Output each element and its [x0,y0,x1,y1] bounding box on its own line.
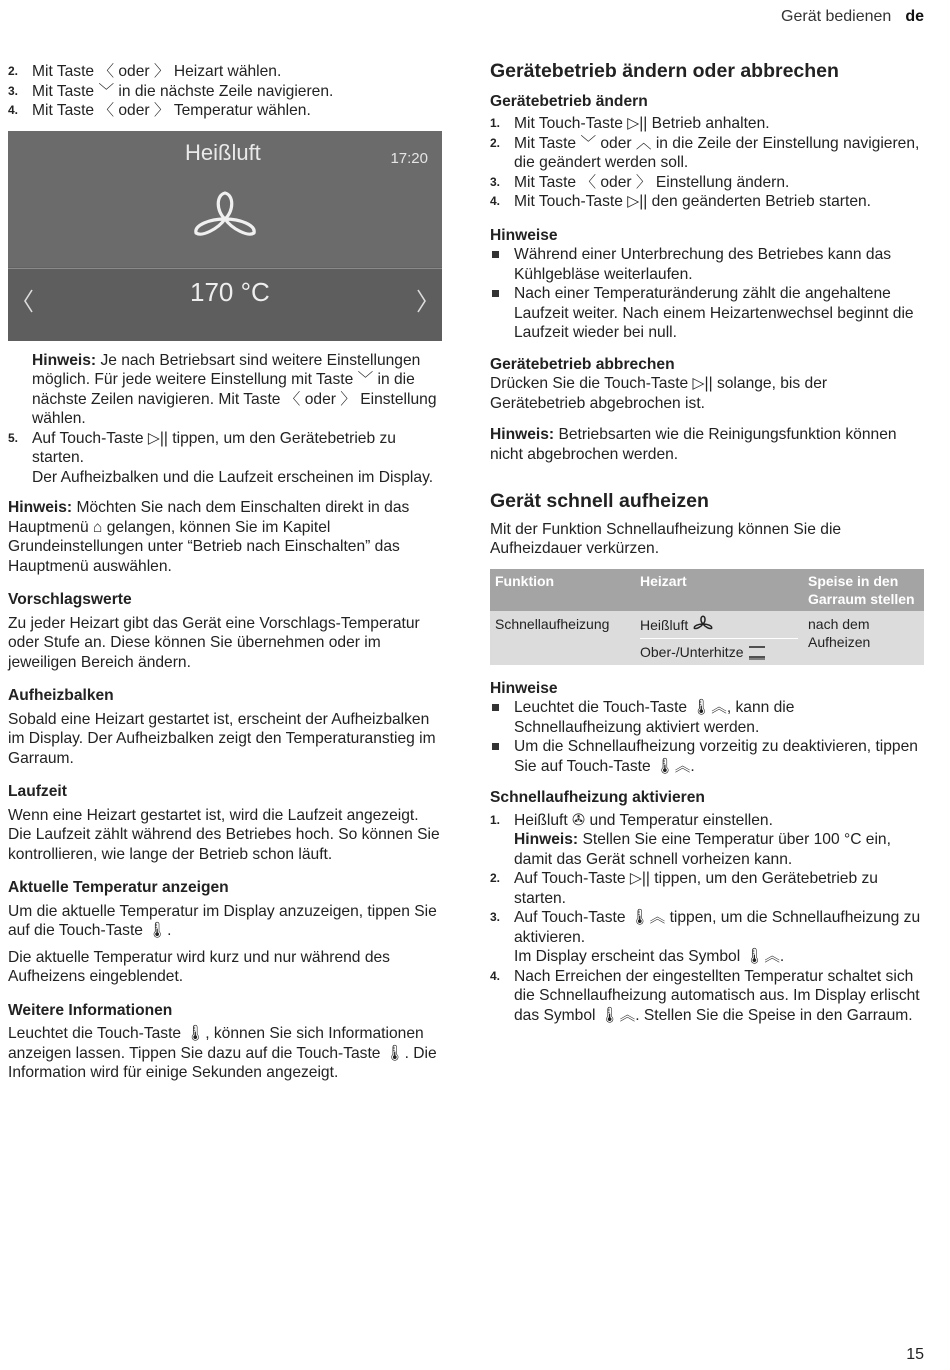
note-reinigung: Hinweis: Betriebsarten wie die Reinigungsfunktion können nicht abgebrochen werden. [490,426,897,463]
hinweis-bullet: Leuchtet die Touch-Taste 🌡︽, kann die Schnellaufheizung aktiviert werden. [490,698,926,737]
step-3: 3. Mit Taste ﹀ in die nächste Zeile navigieren. [8,82,334,100]
activate-step-1-note: Hinweis: Stellen Sie eine Temperatur über 100 °C ein, damit das Gerät schnell vorheizen kann. [514,831,891,868]
table-row [490,611,924,665]
step-2: 2. Mit Taste 〈 oder 〉 Heizart wählen. [8,63,282,80]
hinweis-bullet: Während einer Unterbrechung des Betriebes kann das Kühlgebläse weiterlaufen. [490,245,926,284]
heading-betrieb-aendern-abbrechen: Gerätebetrieb ändern oder abbrechen [490,60,839,82]
display-time: 17:20 [390,149,428,167]
step-5: 5. Auf Touch-Taste ▷|| tippen, um den Gerätebetrieb zu starten. [8,429,396,466]
chevron-right-icon [416,288,428,314]
table-cell-speise: nach dem Aufheizen [803,611,924,665]
text-vorschlagswerte: Zu jeder Heizart gibt das Gerät eine Vorschlags-Temperatur oder Stufe an. Diese können Sie übernehmen oder im jeweiligen Bereich ändern. [8,614,420,671]
right-column [490,62,926,1025]
step-4: 4. Mit Taste 〈 oder 〉 Temperatur wählen. [8,102,311,119]
table-cell-heizart: Heißluft Ober-/Unterhitze [635,611,803,665]
heading-vorschlagswerte: Vorschlagswerte [8,591,132,608]
text-betrieb-abbrechen: Drücken Sie die Touch-Taste ▷|| solange, bis der Gerätebetrieb abgebrochen ist. [490,375,828,412]
heading-schnell-aufheizen: Gerät schnell aufheizen [490,490,709,512]
step-5-result: Der Aufheizbalken und die Laufzeit erscheinen im Display. [32,468,434,486]
function-table [490,569,924,665]
display-title: Heißluft [185,139,261,165]
table-header-speise: Speise in den Garraum stellen [803,569,924,611]
text-aktuelle-temperatur-2: Die aktuelle Temperatur wird kurz und nur während des Aufheizens eingeblendet. [8,948,390,985]
change-step-3: 3. Mit Taste 〈 oder 〉 Einstellung ändern. [490,173,790,191]
table-header-funktion: Funktion [490,569,635,611]
fan-icon [692,615,714,633]
text-aufheizbalken: Sobald eine Heizart gestartet ist, erscheint der Aufheizbalken im Display. Der Aufheizbalken zeigt den Temperaturanstieg im Garraum. [8,710,436,767]
header-lang: de [905,8,924,25]
heading-betrieb-abbrechen: Gerätebetrieb abbrechen [490,355,675,373]
text-laufzeit: Wenn eine Heizart gestartet ist, wird die Laufzeit angezeigt. Die Laufzeit zählt während des Betriebes hoch. So können Sie kontrollieren, wie lange der Betrieb schon läuft. [8,806,440,863]
heading-weitere-informationen: Weitere Informationen [8,1001,173,1019]
page-number: 15 [906,1346,924,1363]
page-header [781,8,924,26]
heading-betrieb-aendern: Gerätebetrieb ändern [490,92,648,110]
table-cell-funktion: Schnellaufheizung [490,611,635,665]
text-weitere-informationen: Leuchtet die Touch-Taste 🌡, können Sie sich Informationen anzeigen lassen. Tippen Sie dazu auf die Touch-Taste 🌡. Die Information wird für einige Sekunden angezeigt. [8,1025,437,1081]
heading-aktuelle-temperatur: Aktuelle Temperatur anzeigen [8,879,229,896]
change-step-1: 1. Mit Touch-Taste ▷|| Betrieb anhalten. [490,115,770,132]
activate-step-3: 3. Auf Touch-Taste 🌡︽ tippen, um die Schnellaufheizung zu aktivieren. [490,909,921,946]
text-schnell-aufheizen: Mit der Funktion Schnellaufheizung können Sie die Aufheizdauer verkürzen. [490,520,842,557]
heading-hinweise-1: Hinweise [490,226,558,244]
activate-step-2: 2. Auf Touch-Taste ▷|| tippen, um den Gerätebetrieb zu starten. [490,870,878,907]
display-temperature: 170 °C [190,276,270,307]
change-step-4: 4. Mit Touch-Taste ▷|| den geänderten Betrieb starten. [490,193,872,210]
note-main-menu: Hinweis: Möchten Sie nach dem Einschalten direkt in das Hauptmenü ⌂ gelangen, können Sie im Kapitel Grundeinstellungen unter “Betrieb nach Einschalten” das Hauptmenü auswählen. [8,499,410,575]
table-header-heizart: Heizart [635,569,803,611]
oven-display-illustration [8,131,442,340]
chevron-left-icon [22,288,34,314]
note-further-settings: Hinweis: Je nach Betriebsart sind weitere Einstellungen möglich. Für jede weitere Einstellung mit Taste ﹀ in die nächste Zeilen navigieren. Mit Taste 〈 oder 〉 Einstellung wählen. [32,351,437,427]
heading-schnellaufheizung-aktivieren: Schnellaufheizung aktivieren [490,789,705,806]
left-column [8,62,442,1083]
hinweis-bullet: Um die Schnellaufheizung vorzeitig zu deaktivieren, tippen Sie auf Touch-Taste 🌡︽. [490,737,926,776]
activate-step-4: 4. Nach Erreichen der eingestellten Temperatur schaltet sich die Schnellaufheizung automatisch aus. Im Display erlischt das Symbol 🌡︽. Stellen Sie die Speise in den Garraum. [490,967,920,1024]
top-bottom-heat-icon [747,644,767,660]
heading-hinweise-2: Hinweise [490,679,558,697]
activate-step-3-result: Im Display erscheint das Symbol 🌡︽. [514,948,785,965]
header-section: Gerät bedienen [781,8,892,25]
hinweis-bullet: Nach einer Temperaturänderung zählt die angehaltene Laufzeit weiter. Nach einem Heizartenwechsel beginnt die Laufzeit wieder bei null. [490,284,926,343]
heading-laufzeit: Laufzeit [8,783,67,800]
text-aktuelle-temperatur-1: Um die aktuelle Temperatur im Display anzuzeigen, tippen Sie auf die Touch-Taste 🌡. [8,902,437,939]
activate-step-1: 1. Heißluft ✇ und Temperatur einstellen. [490,811,773,829]
heading-aufheizbalken: Aufheizbalken [8,687,114,704]
fan-icon [190,189,260,249]
change-step-2: 2. Mit Taste ﹀ oder ︿ in die Zeile der Einstellung navigieren, die geändert werden soll. [490,134,920,171]
